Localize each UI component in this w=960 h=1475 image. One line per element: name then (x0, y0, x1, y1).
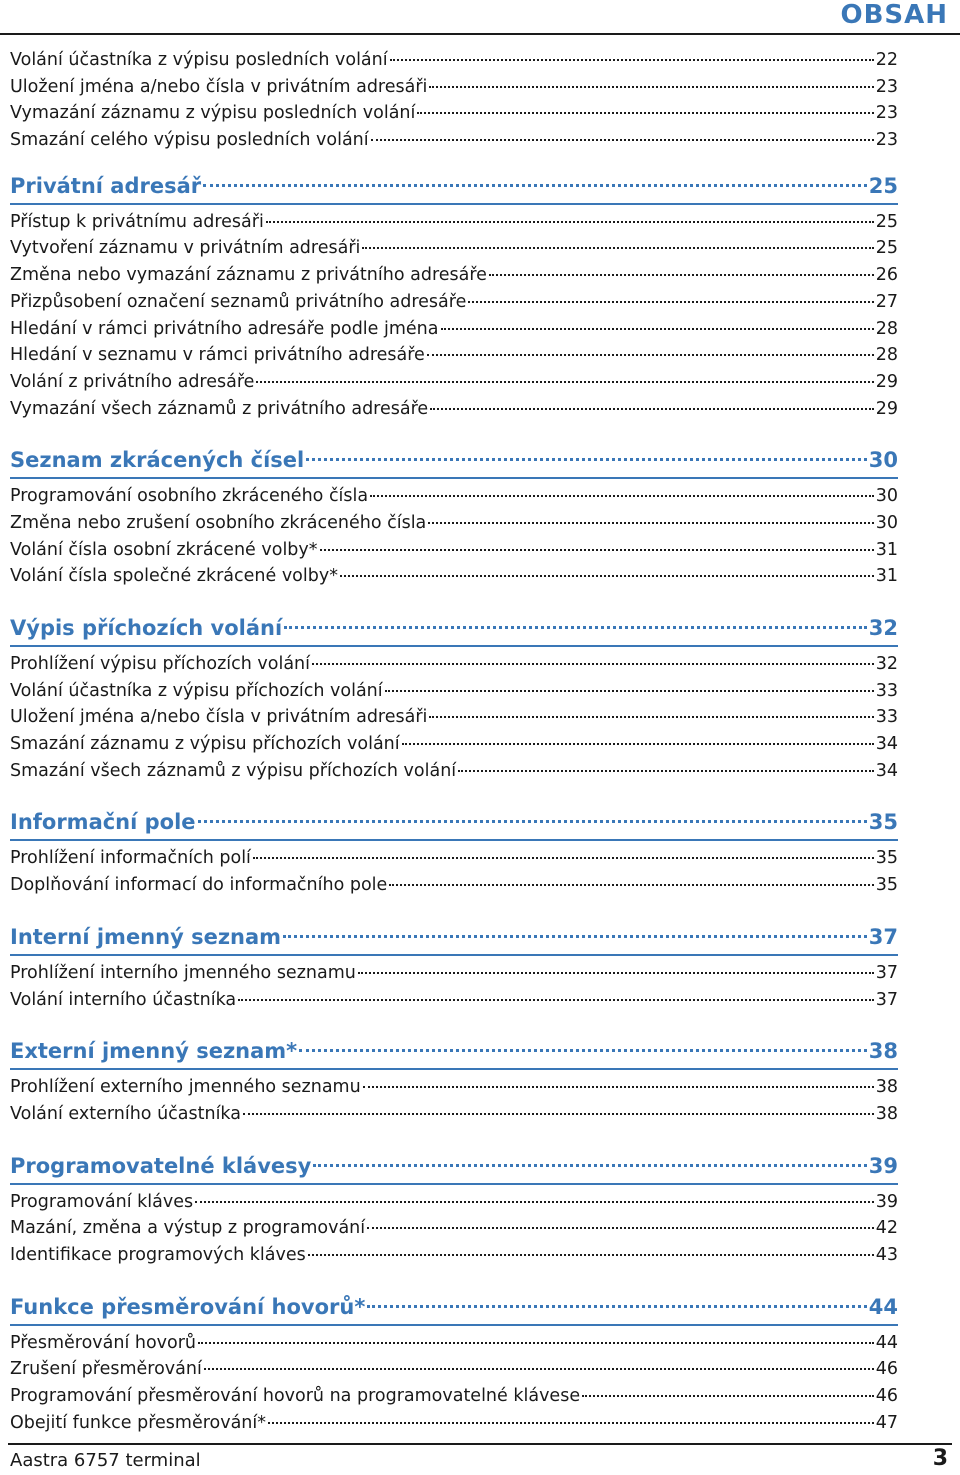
toc-heading-page-number: 32 (868, 616, 898, 640)
toc-section (10, 1149, 898, 1269)
toc-entry[interactable] (10, 127, 898, 154)
toc-dot-leader (268, 1422, 874, 1424)
toc-heading-page-number: 39 (868, 1153, 898, 1178)
toc-entry[interactable] (10, 47, 898, 74)
toc-entry-label: Prohlížení interního jmenného seznamu (10, 962, 356, 983)
toc-entry[interactable] (10, 1074, 898, 1101)
toc-section (10, 611, 898, 784)
toc-entry-page-number: 46 (875, 1359, 898, 1380)
toc-dot-leader (312, 663, 874, 665)
toc-dot-leader (340, 575, 874, 577)
toc-entry[interactable] (10, 563, 898, 590)
toc-entry-label: Prohlížení výpisu příchozích volání (10, 654, 311, 674)
toc-entry-page-number: 44 (875, 1332, 898, 1353)
toc-dot-leader (429, 716, 873, 718)
toc-entry-label: Přizpůsobení označení seznamů privátního adresáře (10, 291, 467, 312)
toc-entry[interactable] (10, 510, 898, 537)
toc-section-heading[interactable] (10, 169, 898, 205)
toc-entry[interactable] (10, 100, 898, 127)
toc-entry-page-number: 23 (875, 103, 898, 124)
toc-entry-page-number: 23 (875, 76, 898, 97)
toc-entry[interactable] (10, 872, 898, 899)
toc-dot-leader (428, 522, 873, 524)
toc-entry-label: Prohlížení informačních polí (10, 848, 251, 869)
toc-heading-page-number: 30 (868, 448, 898, 473)
toc-entry-label: Prohlížení externího jmenného seznamu (10, 1077, 361, 1098)
page-title: OBSAH (840, 0, 948, 30)
toc-heading-label: Funkce přesměrování hovorů* (10, 1294, 366, 1319)
toc-entry-page-number: 30 (875, 486, 898, 507)
toc-section-heading[interactable] (10, 1034, 898, 1070)
toc-entry-label: Doplňování informací do informačního pole (10, 875, 388, 896)
toc-entry[interactable] (10, 987, 898, 1014)
toc-dot-leader (367, 1227, 874, 1229)
toc-section (10, 1290, 898, 1437)
toc-entry[interactable] (10, 209, 898, 236)
toc-entry[interactable] (10, 342, 898, 369)
toc-entry-label: Programování přesměrování hovorů na programovatelné klávese (10, 1386, 581, 1406)
header-divider (0, 33, 960, 35)
toc-heading-label: Seznam zkrácených čísel (10, 448, 305, 473)
toc-entry-label: Volání účastníka z výpisu posledních volání (10, 50, 388, 70)
toc-entry-label: Smazání záznamu z výpisu příchozích volání (10, 734, 400, 755)
toc-section (10, 169, 898, 423)
toc-entry-label: Uložení jména a/nebo čísla v privátním adresáři (10, 76, 428, 97)
toc-dot-leader (253, 857, 874, 859)
toc-entry[interactable] (10, 1189, 898, 1216)
toc-entry-label: Volání externího účastníka (10, 1103, 241, 1124)
toc-section-heading[interactable] (10, 611, 898, 647)
toc-entry[interactable] (10, 678, 898, 705)
toc-dot-leader (299, 1049, 867, 1052)
toc-entry[interactable] (10, 651, 898, 678)
toc-section (10, 805, 898, 898)
toc-heading-page-number: 38 (868, 1039, 898, 1064)
toc-entry[interactable] (10, 731, 898, 758)
footer-document-name: Aastra 6757 terminal (10, 1450, 201, 1471)
toc-entry-page-number: 25 (875, 211, 898, 232)
toc-entry-label: Přesměrování hovorů (10, 1332, 197, 1353)
toc-section (10, 1034, 898, 1127)
toc-dot-leader (441, 328, 874, 330)
toc-dot-leader (198, 1342, 874, 1344)
table-of-contents (10, 47, 898, 1457)
toc-entry-label: Programování osobního zkráceného čísla (10, 486, 369, 507)
toc-entry-page-number: 27 (875, 291, 898, 312)
toc-entry[interactable] (10, 1410, 898, 1437)
toc-entry-label: Hledání v seznamu v rámci privátního adresáře (10, 345, 425, 366)
toc-dot-leader (370, 495, 874, 497)
toc-entry[interactable] (10, 537, 898, 564)
toc-entry-label: Vytvoření záznamu v privátním adresáři (10, 238, 361, 259)
toc-entry-label: Změna nebo zrušení osobního zkráceného čísla (10, 512, 427, 533)
toc-entry-label: Vymazání záznamu z výpisu posledních volání (10, 103, 416, 124)
toc-section (10, 443, 898, 590)
toc-entry-label: Programování kláves (10, 1191, 194, 1212)
toc-section-heading[interactable] (10, 920, 898, 956)
toc-dot-leader (390, 59, 874, 61)
toc-dot-leader (198, 820, 867, 823)
toc-entry-label: Volání interního účastníka (10, 989, 237, 1010)
toc-entry-page-number: 22 (875, 50, 898, 70)
toc-entry[interactable] (10, 1330, 898, 1357)
toc-dot-leader (306, 458, 867, 461)
toc-section-heading[interactable] (10, 1149, 898, 1185)
toc-section (10, 920, 898, 1013)
toc-dot-leader (283, 935, 867, 938)
toc-section-heading[interactable] (10, 805, 898, 841)
toc-entry-label: Volání z privátního adresáře (10, 371, 255, 392)
toc-entry[interactable] (10, 1242, 898, 1269)
toc-entry-page-number: 25 (875, 238, 898, 259)
toc-heading-label: Interní jmenný seznam (10, 924, 282, 949)
toc-entry-page-number: 35 (875, 875, 898, 896)
toc-entry[interactable] (10, 369, 898, 396)
toc-entry[interactable] (10, 1383, 898, 1410)
toc-dot-leader (389, 884, 873, 886)
toc-section (10, 47, 898, 154)
toc-dot-leader (371, 139, 874, 141)
toc-entry-page-number: 23 (875, 130, 898, 151)
toc-heading-label: Programovatelné klávesy (10, 1153, 312, 1178)
toc-dot-leader (313, 1164, 866, 1167)
toc-dot-leader (256, 381, 873, 383)
toc-entry[interactable] (10, 483, 898, 510)
toc-entry[interactable] (10, 1356, 898, 1383)
toc-heading-page-number: 37 (868, 924, 898, 949)
toc-entry-page-number: 43 (875, 1244, 898, 1265)
toc-entry-label: Identifikace programových kláves (10, 1244, 306, 1265)
toc-heading-label: Výpis příchozích volání (10, 616, 283, 640)
toc-entry-label: Volání čísla společné zkrácené volby* (10, 566, 338, 587)
toc-dot-leader (385, 690, 874, 692)
toc-dot-leader (363, 1086, 874, 1088)
toc-dot-leader (204, 1368, 874, 1370)
toc-entry-label: Zrušení přesměrování (10, 1359, 202, 1380)
toc-entry-page-number: 28 (875, 318, 898, 339)
toc-entry[interactable] (10, 316, 898, 343)
toc-dot-leader (489, 274, 874, 276)
toc-dot-leader (320, 549, 874, 551)
toc-heading-label: Informační pole (10, 810, 196, 835)
toc-dot-leader (427, 354, 874, 356)
toc-heading-page-number: 35 (868, 810, 898, 835)
toc-entry-page-number: 33 (875, 680, 898, 701)
toc-heading-label: Privátní adresář (10, 173, 202, 198)
toc-entry-page-number: 31 (875, 539, 898, 560)
toc-entry-label: Obejití funkce přesměrování* (10, 1412, 267, 1433)
toc-entry[interactable] (10, 396, 898, 423)
toc-dot-leader (195, 1201, 874, 1203)
toc-entry-page-number: 37 (875, 989, 898, 1010)
toc-entry[interactable] (10, 262, 898, 289)
toc-entry-page-number: 29 (875, 371, 898, 392)
toc-entry[interactable] (10, 960, 898, 987)
toc-entry-label: Vymazání všech záznamů z privátního adresáře (10, 398, 429, 419)
toc-entry-page-number: 33 (875, 707, 898, 728)
toc-entry-page-number: 47 (875, 1412, 898, 1433)
toc-dot-leader (266, 221, 874, 223)
toc-heading-page-number: 25 (868, 173, 898, 198)
toc-heading-page-number: 44 (868, 1294, 898, 1319)
toc-entry-label: Volání účastníka z výpisu příchozích volání (10, 680, 383, 701)
toc-entry[interactable] (10, 74, 898, 101)
toc-entry-label: Přístup k privátnímu adresáři (10, 211, 264, 232)
toc-entry-page-number: 34 (875, 734, 898, 755)
toc-entry-page-number: 28 (875, 345, 898, 366)
toc-section-heading[interactable] (10, 1290, 898, 1326)
toc-dot-leader (358, 972, 874, 974)
toc-dot-leader (430, 408, 874, 410)
toc-entry[interactable] (10, 235, 898, 262)
toc-entry-page-number: 26 (875, 265, 898, 286)
toc-heading-label: Externí jmenný seznam* (10, 1039, 298, 1064)
toc-dot-leader (203, 184, 867, 187)
toc-dot-leader (458, 770, 874, 772)
toc-entry[interactable] (10, 1101, 898, 1128)
toc-entry-page-number: 32 (875, 654, 898, 674)
toc-entry[interactable] (10, 289, 898, 316)
toc-dot-leader (417, 112, 873, 114)
toc-entry-page-number: 30 (875, 512, 898, 533)
toc-entry-page-number: 37 (875, 962, 898, 983)
toc-entry-page-number: 38 (875, 1103, 898, 1124)
toc-dot-leader (308, 1254, 874, 1256)
toc-entry-page-number: 39 (875, 1191, 898, 1212)
toc-entry[interactable] (10, 1215, 898, 1242)
toc-dot-leader (362, 247, 873, 249)
toc-entry-page-number: 31 (875, 566, 898, 587)
toc-dot-leader (367, 1305, 866, 1308)
toc-entry-label: Smazání všech záznamů z výpisu příchozích volání (10, 760, 457, 781)
footer-page-number: 3 (932, 1446, 948, 1471)
toc-entry-label: Hledání v rámci privátního adresáře podle jména (10, 318, 439, 339)
toc-entry[interactable] (10, 758, 898, 785)
toc-entry-page-number: 46 (875, 1386, 898, 1406)
toc-entry-page-number: 34 (875, 760, 898, 781)
toc-entry-label: Změna nebo vymazání záznamu z privátního adresáře (10, 265, 487, 286)
toc-dot-leader (468, 301, 873, 303)
toc-dot-leader (238, 999, 874, 1001)
toc-dot-leader (429, 86, 873, 88)
toc-entry[interactable] (10, 845, 898, 872)
footer-divider (8, 1443, 952, 1445)
toc-entry-label: Uložení jména a/nebo čísla v privátním adresáři (10, 707, 428, 728)
toc-dot-leader (582, 1395, 874, 1397)
toc-entry-page-number: 29 (875, 398, 898, 419)
toc-entry-label: Smazání celého výpisu posledních volání (10, 130, 369, 151)
toc-entry-page-number: 35 (875, 848, 898, 869)
toc-dot-leader (243, 1113, 874, 1115)
toc-entry[interactable] (10, 704, 898, 731)
toc-entry-label: Volání čísla osobní zkrácené volby* (10, 539, 318, 560)
toc-dot-leader (284, 626, 867, 629)
toc-entry-label: Mazání, změna a výstup z programování (10, 1218, 366, 1239)
toc-entry-page-number: 42 (875, 1218, 898, 1239)
toc-entry-page-number: 38 (875, 1077, 898, 1098)
toc-section-heading[interactable] (10, 443, 898, 479)
toc-dot-leader (402, 743, 874, 745)
